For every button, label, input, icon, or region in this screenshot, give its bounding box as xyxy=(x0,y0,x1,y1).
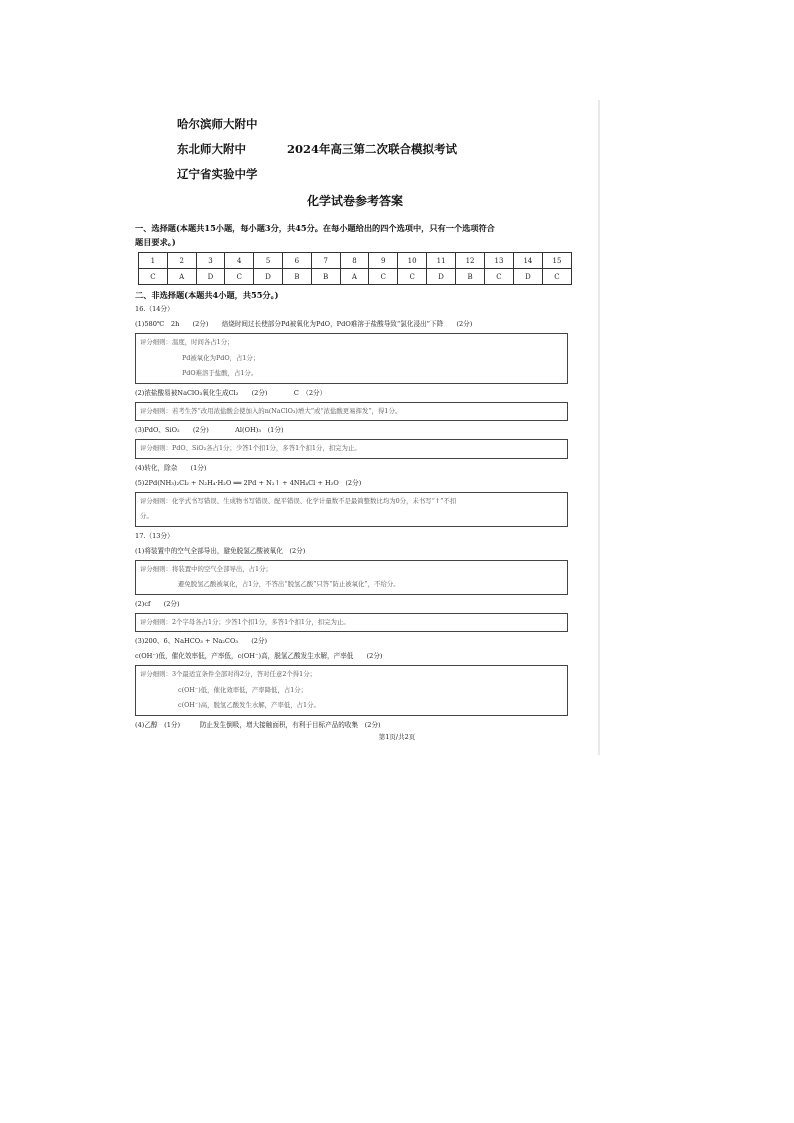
answer-cell: C xyxy=(542,269,571,285)
q16-part2-grading-box xyxy=(135,402,568,422)
grading-line: 评分细则：化学式书写错误、生成物书写错误、配平错误、化学计量数不是最简整数比均为0分，未书写“↑”不扣 xyxy=(140,496,457,505)
q17-part3: (3)200、6、NaHCO₃ + Na₂CO₃ (2分) xyxy=(135,637,268,645)
q17-part1: (1)将装置中的空气全部导出，避免脱氢乙酸被氧化 (2分) xyxy=(135,546,306,555)
q16-part5: (5)2Pd(NH₃)₂Cl₂ + N₂H₄·H₂O ══ 2Pd + N₂↑ + 4NH₄Cl + H₂O (2分) xyxy=(135,478,362,487)
grading-line: 评分细则：温度，时间各占1分； xyxy=(140,338,234,346)
q17-part3-grading-box xyxy=(135,665,568,716)
answer-cell: B xyxy=(283,269,312,285)
question-number-cell: 7 xyxy=(311,253,340,269)
grading-line: 评分细则：PdO、SiO₂各占1分；少答1个扣1分，多答1个扣1分，扣完为止。 xyxy=(140,444,361,452)
section1-heading xyxy=(135,221,575,249)
question-number-cell: 11 xyxy=(427,253,456,269)
school-name-1: 哈尔滨师大附中 xyxy=(177,117,258,131)
answer-cell: A xyxy=(340,269,369,285)
q17-part3b: c(OH⁻)低，催化效率低，产率低，c(OH⁻)高，脱氢乙酸发生水解，产率低 (2分) xyxy=(135,652,383,660)
question-number-cell: 15 xyxy=(542,253,571,269)
document-header xyxy=(135,112,575,192)
answer-cell: C xyxy=(398,269,427,285)
answer-cell: C xyxy=(139,269,168,285)
grading-line: 评分细则：将装置中的空气全部导出，占1分； xyxy=(140,564,272,573)
answer-cell: C xyxy=(485,269,514,285)
question-number-row xyxy=(139,253,572,269)
document-title: 化学试卷参考答案 xyxy=(306,194,403,208)
question-number-cell: 1 xyxy=(139,253,168,269)
question-number-cell: 13 xyxy=(485,253,514,269)
section1-heading-line2: 题目要求。) xyxy=(135,237,176,247)
question-number-cell: 12 xyxy=(456,253,485,269)
section1-heading-line1: 一、选择题(本题共15小题，每小题3分，共45分。在每小题给出的四个选项中，只有一个选项符合 xyxy=(135,223,495,233)
grading-line: 评分细则：2个字母各占1分；少答1个扣1分，多答1个扣1分，扣完为止。 xyxy=(140,617,350,626)
q17-part1-grading-box xyxy=(135,560,568,595)
answer-cell: B xyxy=(311,269,340,285)
question-number-cell: 10 xyxy=(398,253,427,269)
grading-line: 避免脱氢乙酸被氧化，占1分，不答出“脱氢乙酸”只答“防止被氧化”，不给分。 xyxy=(178,580,400,588)
q17-part2: (2)cf (2分) xyxy=(135,599,180,608)
question-number-cell: 14 xyxy=(513,253,542,269)
question-number-cell: 8 xyxy=(340,253,369,269)
grading-line: c(OH⁻)高，脱氢乙酸发生水解，产率低，占1分。 xyxy=(178,701,320,709)
exam-title: 2024年高三第二次联合模拟考试 xyxy=(287,142,458,156)
grading-line: Pd被氧化为PdO，占1分； xyxy=(182,353,260,362)
question-number-cell: 3 xyxy=(196,253,225,269)
q17-part2-grading-box xyxy=(135,613,568,633)
answer-cell: A xyxy=(167,269,196,285)
answer-cell: D xyxy=(427,269,456,285)
question-number-cell: 6 xyxy=(283,253,312,269)
q16-part3-grading-box xyxy=(135,439,568,459)
grading-line: 分。 xyxy=(140,512,153,520)
answer-cell: C xyxy=(225,269,254,285)
question-number-cell: 2 xyxy=(167,253,196,269)
question-number-cell: 5 xyxy=(254,253,283,269)
question-number-cell: 9 xyxy=(369,253,398,269)
answer-row xyxy=(139,269,572,285)
question-number-cell: 4 xyxy=(225,253,254,269)
answer-cell: B xyxy=(456,269,485,285)
q16-title: 16.（14分） xyxy=(135,305,174,313)
school-name-3: 辽宁省实验中学 xyxy=(177,167,258,181)
q17-part4: (4)乙醇 (1分) 防止发生倒吸，增大接触面积，有利于目标产品的收集 (2分) xyxy=(135,720,381,729)
q16-part2: (2)浓盐酸易被NaClO₃氧化生成Cl₂ (2分) C （2分） xyxy=(135,388,327,397)
q17-title: 17.（13分） xyxy=(135,531,174,540)
page-footer: 第1页/共2页 xyxy=(378,733,416,741)
scan-edge-line xyxy=(598,100,600,755)
answer-cell: D xyxy=(513,269,542,285)
q16-part4: (4)转化，除杂 (1分) xyxy=(135,463,207,472)
grading-line: 评分细则：若考生答“改用浓盐酸会使加入的n(NaClO₃)增大”或“浓盐酸更易挥发”，得1分。 xyxy=(140,406,402,415)
answer-sheet-page xyxy=(135,112,575,733)
q16-part1-grading-box xyxy=(135,333,568,384)
school-name-2: 东北师大附中 xyxy=(177,142,246,156)
grading-line: 评分细则：3个最适宜条件全部对得2分，答对任意2个得1分； xyxy=(140,670,317,678)
section2-heading: 二、非选择题(本题共4小题，共55分。) xyxy=(135,290,279,300)
q16-part5-grading-box xyxy=(135,492,568,527)
answer-cell: D xyxy=(196,269,225,285)
answer-table xyxy=(138,252,572,285)
grading-line: c(OH⁻)低，催化效率低，产率降低，占1分； xyxy=(178,685,308,694)
answer-cell: D xyxy=(254,269,283,285)
q16-part3: (3)PdO、SiO₂ (2分) Al(OH)₃ (1分) xyxy=(135,426,284,434)
answer-cell: C xyxy=(369,269,398,285)
grading-line: PdO难溶于盐酸，占1分。 xyxy=(182,369,258,377)
q16-part1: (1)580℃ 2h (2分) 焙烧时间过长使部分Pd被氧化为PdO，PdO难溶于盐酸导致“氯化浸出”下降 (2分) xyxy=(135,320,473,328)
